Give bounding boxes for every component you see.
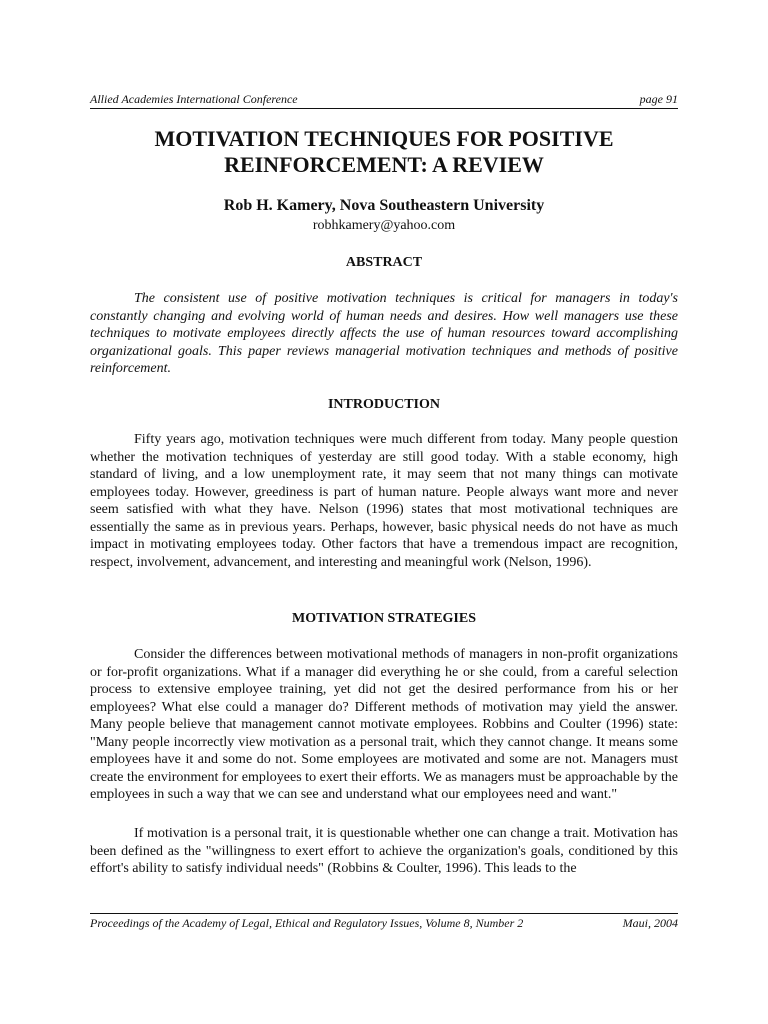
conference-name: Allied Academies International Conference: [90, 92, 298, 106]
author-line: Rob H. Kamery, Nova Southeastern University: [223, 197, 545, 214]
strategies-paragraph-1: Consider the differences between motivational methods of managers in non-profit organizations or for-profit organizations. What if a manager did everything he or she could, from a careful selection process to extensive employee training, yet did not get the desired performance from his or her employees? What else could a manager do? Different methods of motivation may yield the answer. Many people believe that management cannot motivate employees. Robbins and Coulter (1996) state: "Many people incorrectly view motivation as a personal trait, which they cannot change. It means some employees have it and some do not. Some employees are motivated and some are not. Managers must create the environment for employees to exert their efforts. We as managers must be approachable by the employees in such a way that we can see and understand what our employees need and want.": [90, 647, 678, 802]
journal-citation: Proceedings of the Academy of Legal, Ethical and Regulatory Issues, Volume 8, Number 2: [90, 916, 524, 930]
paper-title: MOTIVATION TECHNIQUES FOR POSITIVE REINFORCEMENT: A REVIEW: [154, 126, 614, 177]
running-footer: [90, 913, 678, 931]
author-email: robhkamery@yahoo.com: [312, 218, 456, 233]
running-header: [90, 92, 678, 109]
abstract-heading: ABSTRACT: [345, 255, 423, 270]
introduction-heading: INTRODUCTION: [327, 397, 440, 412]
page-number: page 91: [639, 92, 678, 106]
introduction-paragraph: Fifty years ago, motivation techniques were much different from today. Many people question whether the motivation techniques of yesterday are still good today. With a stable economy, high standard of living, and a low unemployment rate, it may seem that not many things can motivate employees today. However, greediness is part of human nature. People always want more and never seem satisfied with what they have. Nelson (1996) states that most motivational techniques are essentially the same as in previous years. Perhaps, however, basic physical needs do not have as much impact in motivating employees today. Other factors that have a tremendous impact are recognition, respect, involvement, advancement, and interesting and meaningful work (Nelson, 1996).: [90, 432, 678, 570]
venue-date: Maui, 2004: [622, 916, 678, 930]
strategies-heading: MOTIVATION STRATEGIES: [292, 611, 476, 626]
strategies-paragraph-2: If motivation is a personal trait, it is questionable whether one can change a trait. Motivation has been defined as the "willingness to exert effort to achieve the organization's goals, conditioned by this effort's ability to satisfy individual needs" (Robbins & Coulter, 1996). This leads to the: [90, 826, 678, 876]
abstract-paragraph: The consistent use of positive motivation techniques is critical for managers in today's constantly changing and evolving world of human needs and desires. How well managers use these techniques to motivate employees directly affects the use of human resources toward accomplishing organizational goals. This paper reviews managerial motivation techniques and methods of positive reinforcement.: [90, 291, 678, 376]
